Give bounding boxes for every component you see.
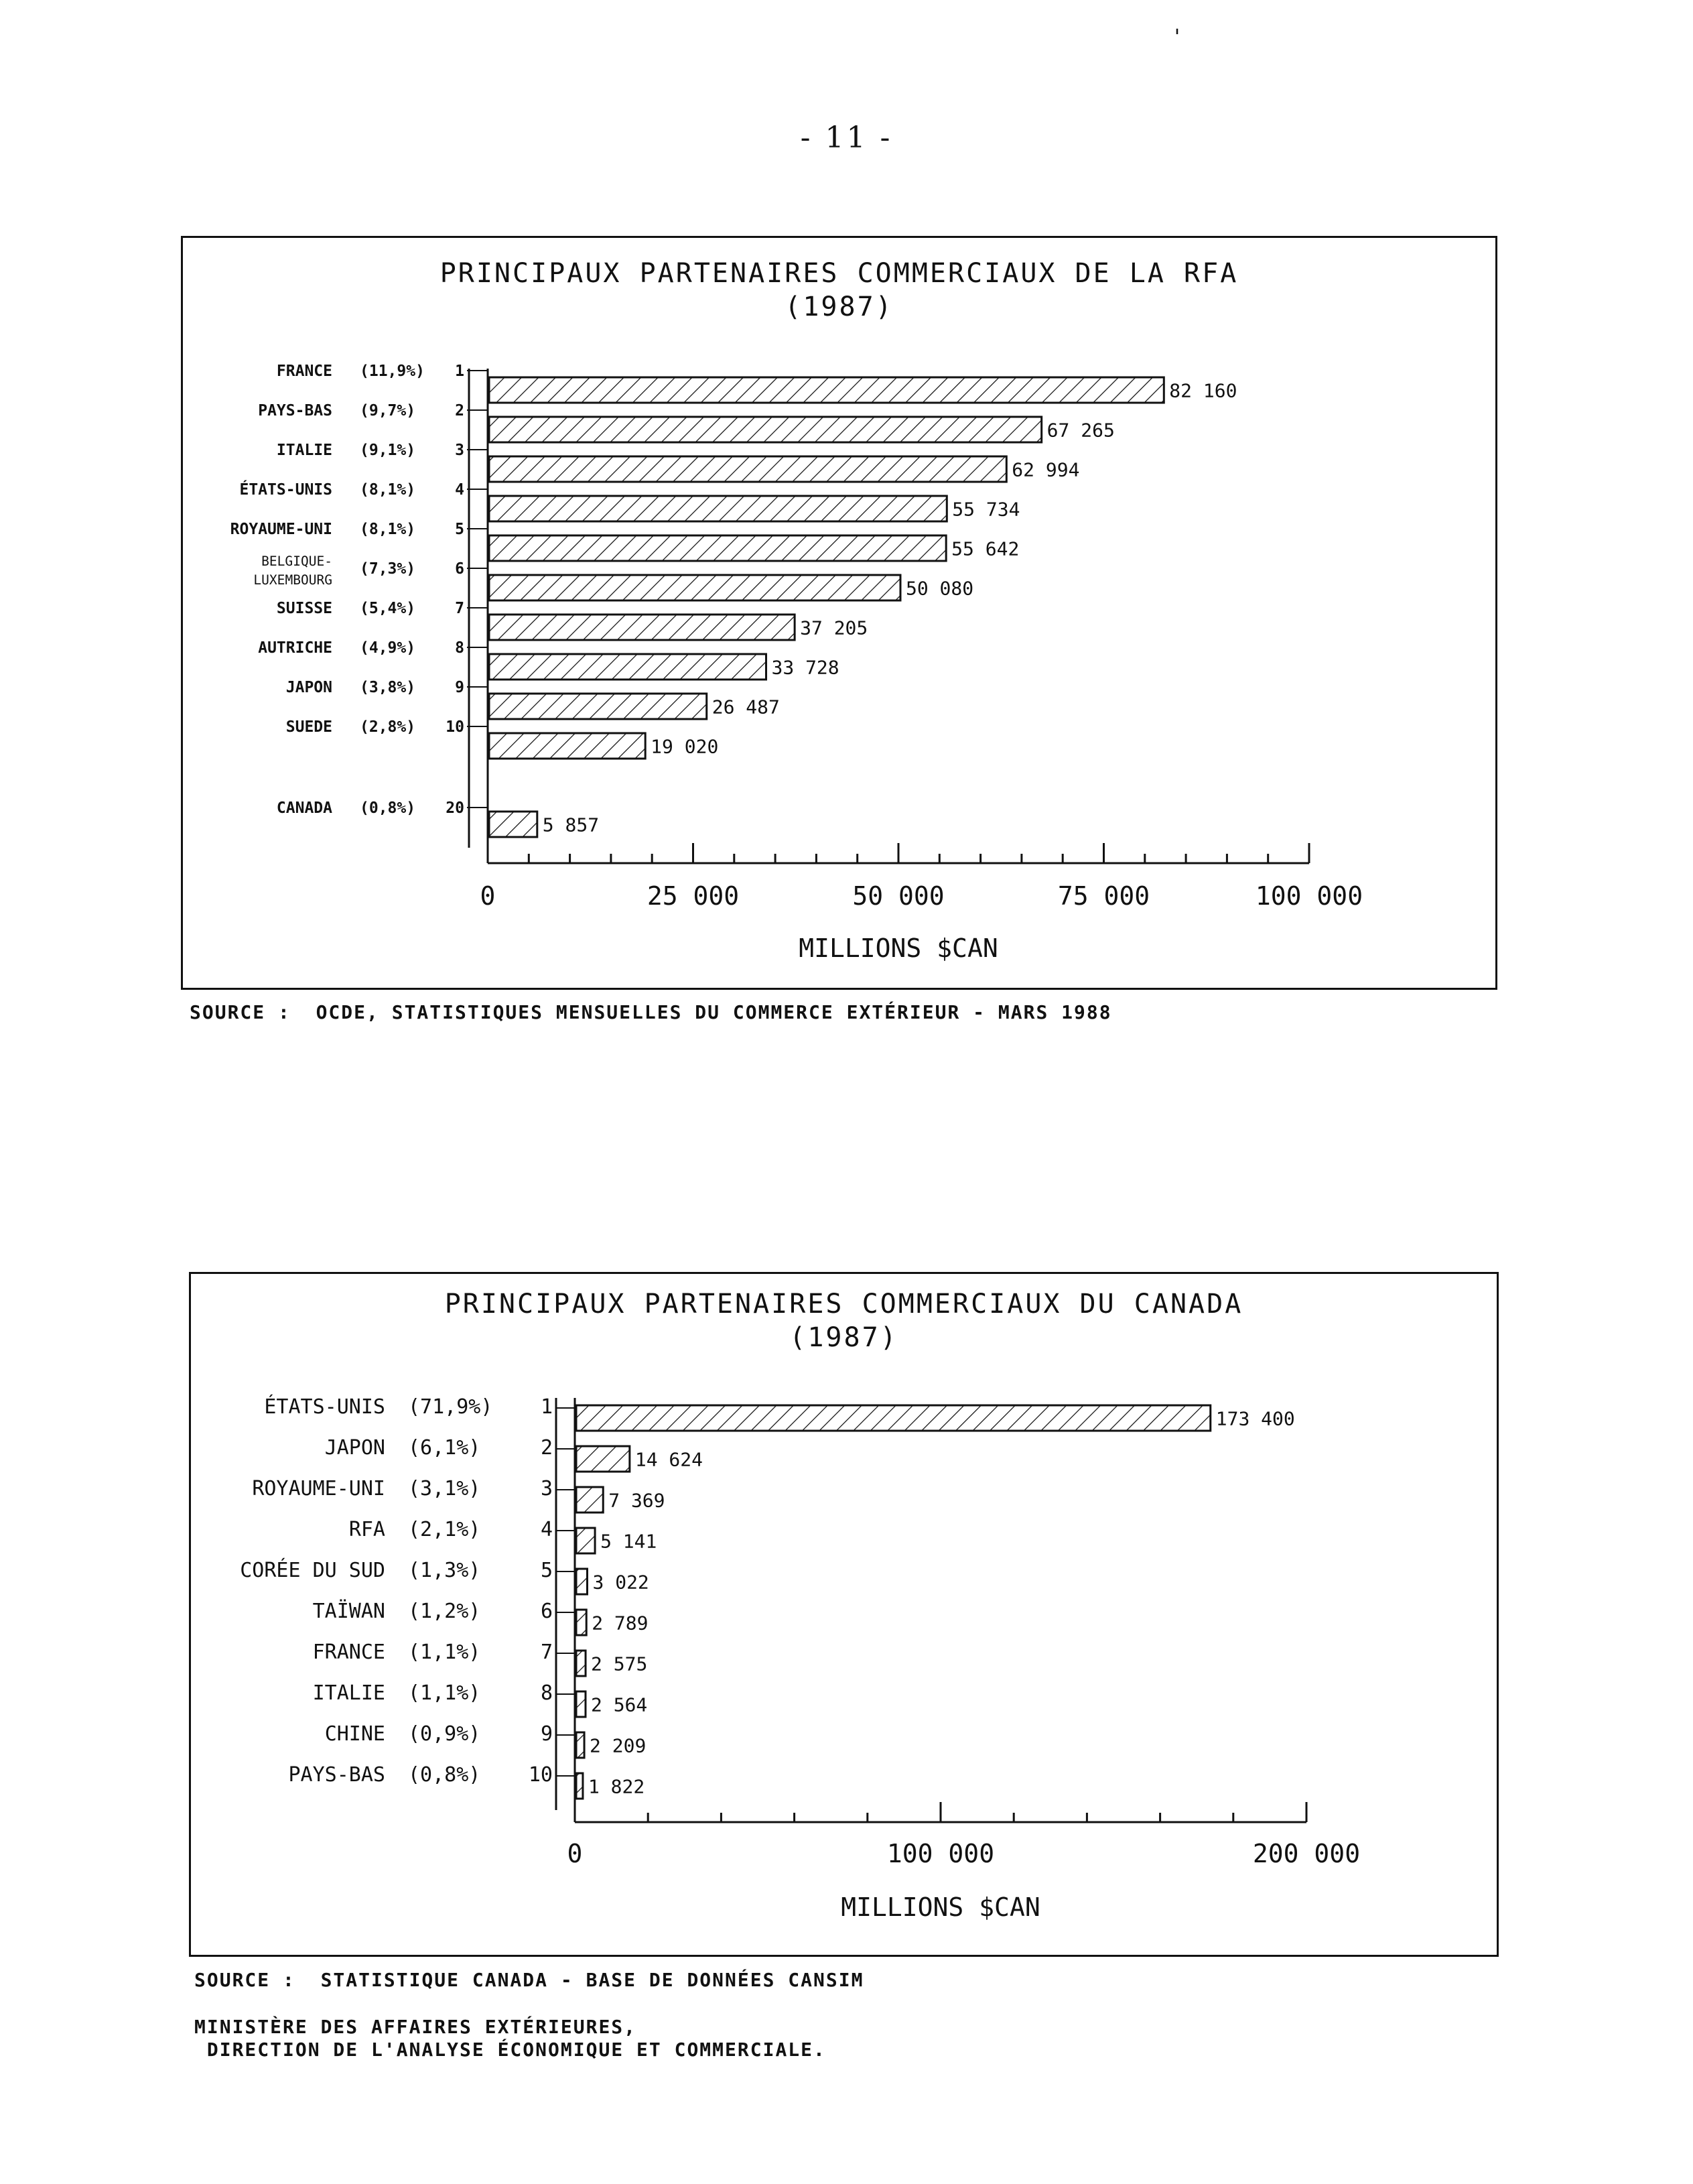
bar — [489, 417, 1042, 442]
data-label: 2 564 — [590, 1693, 648, 1716]
bar — [576, 1446, 630, 1472]
category-label: AUTRICHE — [258, 639, 332, 657]
footer-line-2: DIRECTION DE L'ANALYSE ÉCONOMIQUE ET COMMERCIALE. — [194, 2039, 826, 2061]
x-tick-label: 100 000 — [1255, 881, 1363, 911]
category-label: ÉTATS-UNIS — [264, 1395, 385, 1419]
share-label: (11,9%) — [360, 363, 425, 380]
rank-label: 2 — [540, 1436, 553, 1460]
category-label: CANADA — [276, 799, 332, 817]
category-label: ITALIE — [312, 1681, 385, 1705]
bar — [489, 496, 947, 521]
share-label: (1,1%) — [408, 1681, 481, 1705]
rank-label: 8 — [540, 1681, 553, 1705]
category-label: ROYAUME-UNI — [230, 521, 332, 538]
share-label: (3,1%) — [408, 1477, 481, 1500]
data-label: 67 265 — [1046, 419, 1115, 442]
x-tick-label: 0 — [567, 1839, 583, 1868]
rank-label: 1 — [540, 1395, 553, 1419]
rank-label: 2 — [455, 402, 464, 420]
x-tick-label: 100 000 — [886, 1839, 995, 1868]
x-tick-label: 50 000 — [852, 881, 945, 911]
rank-label: 7 — [455, 600, 464, 617]
data-label: 55 642 — [951, 537, 1020, 560]
data-label: 19 020 — [651, 735, 719, 758]
share-label: (3,8%) — [360, 679, 416, 696]
x-axis-label: MILLIONS $CAN — [799, 934, 998, 963]
data-label: 55 734 — [952, 498, 1020, 521]
category-label: JAPON — [324, 1436, 385, 1460]
category-label: CORÉE DU SUD — [240, 1559, 385, 1582]
x-axis-label: MILLIONS $CAN — [841, 1892, 1040, 1922]
x-tick-label: 0 — [480, 881, 496, 911]
bar — [576, 1528, 595, 1553]
share-label: (9,1%) — [360, 442, 416, 459]
data-label: 37 205 — [800, 617, 868, 639]
category-label: LUXEMBOURG — [253, 572, 332, 588]
category-label: SUEDE — [285, 718, 332, 736]
category-label: ÉTATS-UNIS — [239, 481, 332, 499]
bar — [489, 377, 1164, 403]
bar — [489, 812, 537, 837]
share-label: (1,2%) — [408, 1600, 481, 1623]
share-label: (0,8%) — [408, 1763, 481, 1787]
share-label: (0,9%) — [408, 1722, 481, 1746]
data-label: 62 994 — [1012, 458, 1080, 481]
bar — [489, 615, 795, 640]
bar-chart-canada — [191, 1274, 1497, 1955]
share-label: (5,4%) — [360, 600, 416, 617]
data-label: 2 789 — [592, 1612, 649, 1634]
share-label: (71,9%) — [408, 1395, 493, 1419]
data-label: 7 369 — [608, 1489, 665, 1512]
bar — [576, 1651, 586, 1676]
rank-label: 1 — [455, 363, 464, 380]
share-label: (8,1%) — [360, 521, 416, 538]
category-label: BELGIQUE- — [261, 554, 332, 569]
rank-label: 6 — [455, 560, 464, 578]
source-note-2: SOURCE : STATISTIQUE CANADA - BASE DE DONNÉES CANSIM — [194, 1969, 864, 1991]
rank-label: 4 — [455, 481, 464, 499]
bar-chart-rfa — [183, 238, 1495, 988]
bar — [576, 1773, 583, 1799]
footer-line-1: MINISTÈRE DES AFFAIRES EXTÉRIEURES, — [194, 2016, 637, 2038]
rank-label: 20 — [446, 799, 464, 817]
share-label: (7,3%) — [360, 560, 416, 578]
category-label: RFA — [348, 1518, 385, 1541]
share-label: (4,9%) — [360, 639, 416, 657]
rank-label: 5 — [540, 1559, 553, 1582]
data-label: 50 080 — [905, 577, 974, 600]
rank-label: 7 — [540, 1641, 553, 1664]
bar — [489, 575, 900, 600]
rank-label: 4 — [540, 1518, 553, 1541]
share-label: (2,8%) — [360, 718, 416, 736]
bar — [576, 1487, 603, 1513]
category-label: ROYAUME-UNI — [252, 1477, 385, 1500]
bar — [489, 694, 707, 719]
chart-subtitle: (1987) — [785, 292, 894, 322]
data-label: 3 022 — [592, 1571, 649, 1594]
category-label: CHINE — [324, 1722, 385, 1746]
rank-label: 8 — [455, 639, 464, 657]
data-label: 1 822 — [588, 1775, 645, 1798]
rank-label: 9 — [540, 1722, 553, 1746]
rank-label: 10 — [528, 1763, 553, 1787]
bar — [576, 1569, 588, 1594]
rank-label: 6 — [540, 1600, 553, 1623]
bar — [576, 1610, 586, 1635]
chart-title: PRINCIPAUX PARTENAIRES COMMERCIAUX DU CANADA — [444, 1289, 1243, 1320]
rank-label: 3 — [455, 442, 464, 459]
data-label: 26 487 — [712, 696, 780, 718]
share-label: (9,7%) — [360, 402, 416, 420]
data-label: 2 209 — [590, 1734, 647, 1757]
data-label: 5 141 — [600, 1530, 657, 1553]
bar — [576, 1405, 1211, 1431]
chart-title: PRINCIPAUX PARTENAIRES COMMERCIAUX DE LA RFA — [439, 258, 1239, 289]
bar — [489, 535, 946, 561]
category-label: JAPON — [285, 679, 332, 696]
page-number: - 11 - — [800, 121, 893, 155]
x-tick-label: 25 000 — [647, 881, 740, 911]
bar — [489, 456, 1006, 482]
source-note-1: SOURCE : OCDE, STATISTIQUES MENSUELLES DU COMMERCE EXTÉRIEUR - MARS 1988 — [190, 1001, 1112, 1023]
chart-panel-rfa — [181, 236, 1497, 990]
rank-label: 9 — [455, 679, 464, 696]
category-label: TAÏWAN — [312, 1600, 385, 1623]
data-label: 33 728 — [771, 656, 839, 679]
share-label: (8,1%) — [360, 481, 416, 499]
share-label: (2,1%) — [408, 1518, 481, 1541]
category-label: FRANCE — [312, 1641, 385, 1664]
rank-label: 3 — [540, 1477, 553, 1500]
share-label: (1,3%) — [408, 1559, 481, 1582]
data-label: 2 575 — [591, 1653, 648, 1675]
stray-mark: ' — [1171, 25, 1184, 49]
category-label: SUISSE — [276, 600, 332, 617]
bar — [489, 733, 645, 759]
data-label: 82 160 — [1169, 379, 1237, 402]
category-label: PAYS-BAS — [288, 1763, 385, 1787]
bar — [576, 1732, 584, 1758]
x-tick-label: 75 000 — [1057, 881, 1150, 911]
x-tick-label: 200 000 — [1252, 1839, 1361, 1868]
category-label: PAYS-BAS — [258, 402, 332, 420]
data-label: 173 400 — [1215, 1407, 1295, 1430]
share-label: (1,1%) — [408, 1641, 481, 1664]
category-label: FRANCE — [276, 363, 332, 380]
rank-label: 5 — [455, 521, 464, 538]
chart-panel-canada — [189, 1272, 1499, 1957]
bar — [489, 654, 766, 680]
share-label: (6,1%) — [408, 1436, 481, 1460]
chart-subtitle: (1987) — [789, 1322, 898, 1353]
data-label: 14 624 — [634, 1448, 703, 1471]
rank-label: 10 — [446, 718, 464, 736]
category-label: ITALIE — [276, 442, 332, 459]
bar — [576, 1691, 586, 1717]
data-label: 5 857 — [542, 814, 600, 836]
share-label: (0,8%) — [360, 799, 416, 817]
